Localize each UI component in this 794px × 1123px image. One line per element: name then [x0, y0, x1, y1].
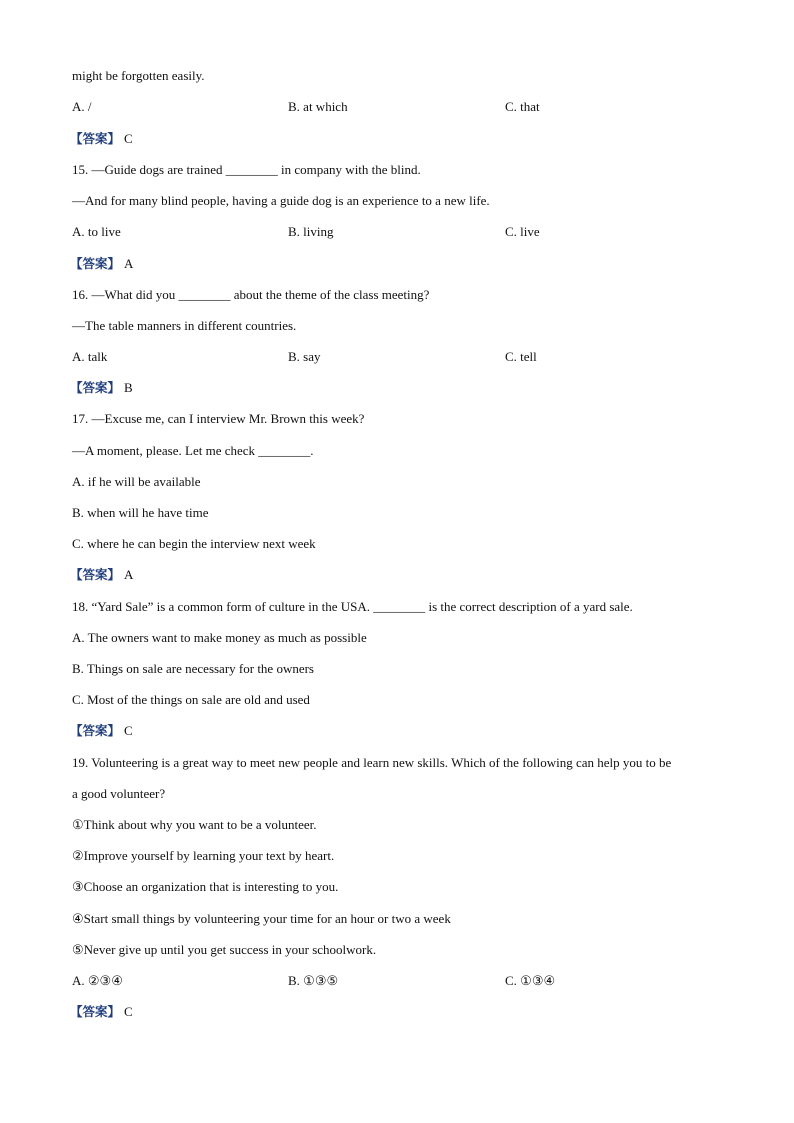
answer-value: C [124, 1004, 133, 1019]
q15-option-a: A. to live [72, 224, 121, 239]
q17-option-a: A. if he will be available [72, 474, 201, 489]
q16-response: —The table manners in different countries. [72, 318, 297, 333]
q17-response: —A moment, please. Let me check ________. [72, 443, 314, 458]
q17-stem: 17. —Excuse me, can I interview Mr. Brown this week? [72, 411, 365, 426]
q14-answer [70, 131, 133, 147]
q16-options [72, 349, 732, 365]
q19-stem-line1: 19. Volunteering is a great way to meet new people and learn new skills. Which of the following can help you to be [72, 755, 672, 770]
q18-option-c: C. Most of the things on sale are old and used [72, 692, 310, 707]
q16-stem: 16. —What did you ________ about the theme of the class meeting? [72, 287, 430, 302]
answer-value: B [124, 380, 133, 395]
q19-item-1: ①Think about why you want to be a volunteer. [72, 817, 317, 832]
q16-option-a: A. talk [72, 349, 108, 364]
q19-answer [70, 1004, 133, 1020]
q18-option-b: B. Things on sale are necessary for the owners [72, 661, 314, 676]
q19-options [72, 973, 732, 989]
q16-option-c: C. tell [505, 349, 537, 364]
q14-continuation: might be forgotten easily. [72, 68, 205, 83]
q14-option-b: B. at which [288, 99, 348, 114]
q19-item-5: ⑤Never give up until you get success in your schoolwork. [72, 942, 377, 957]
q18-option-a: A. The owners want to make money as much as possible [72, 630, 367, 645]
q19-option-a: A. ②③④ [72, 973, 123, 988]
q17-option-b: B. when will he have time [72, 505, 209, 520]
q19-item-4: ④Start small things by volunteering your time for an hour or two a week [72, 911, 451, 926]
q16-option-b: B. say [288, 349, 321, 364]
answer-value: C [124, 131, 133, 146]
q19-item-3: ③Choose an organization that is interesting to you. [72, 879, 339, 894]
q14-option-c: C. that [505, 99, 540, 114]
q14-option-a: A. / [72, 99, 92, 114]
q19-stem-line2: a good volunteer? [72, 786, 166, 801]
answer-tag: 【答案】 [70, 380, 121, 395]
q16-answer [70, 380, 133, 396]
answer-tag: 【答案】 [70, 256, 121, 271]
answer-tag: 【答案】 [70, 567, 121, 582]
q19-item-2: ②Improve yourself by learning your text by heart. [72, 848, 335, 863]
q15-answer [70, 256, 133, 272]
q15-stem: 15. —Guide dogs are trained ________ in company with the blind. [72, 162, 421, 177]
answer-tag: 【答案】 [70, 1004, 121, 1019]
q17-answer [70, 567, 133, 583]
q15-options [72, 224, 732, 240]
q15-option-c: C. live [505, 224, 540, 239]
q14-options [72, 99, 732, 115]
answer-value: C [124, 723, 133, 738]
answer-tag: 【答案】 [70, 723, 121, 738]
answer-tag: 【答案】 [70, 131, 121, 146]
answer-value: A [124, 567, 134, 582]
q17-option-c: C. where he can begin the interview next week [72, 536, 316, 551]
q18-answer [70, 723, 133, 739]
q15-option-b: B. living [288, 224, 334, 239]
answer-value: A [124, 256, 134, 271]
q19-option-c: C. ①③④ [505, 973, 556, 988]
q18-stem: 18. “Yard Sale” is a common form of culture in the USA. ________ is the correct description of a yard sale. [72, 599, 633, 614]
q19-option-b: B. ①③⑤ [288, 973, 339, 988]
q15-response: —And for many blind people, having a guide dog is an experience to a new life. [72, 193, 490, 208]
